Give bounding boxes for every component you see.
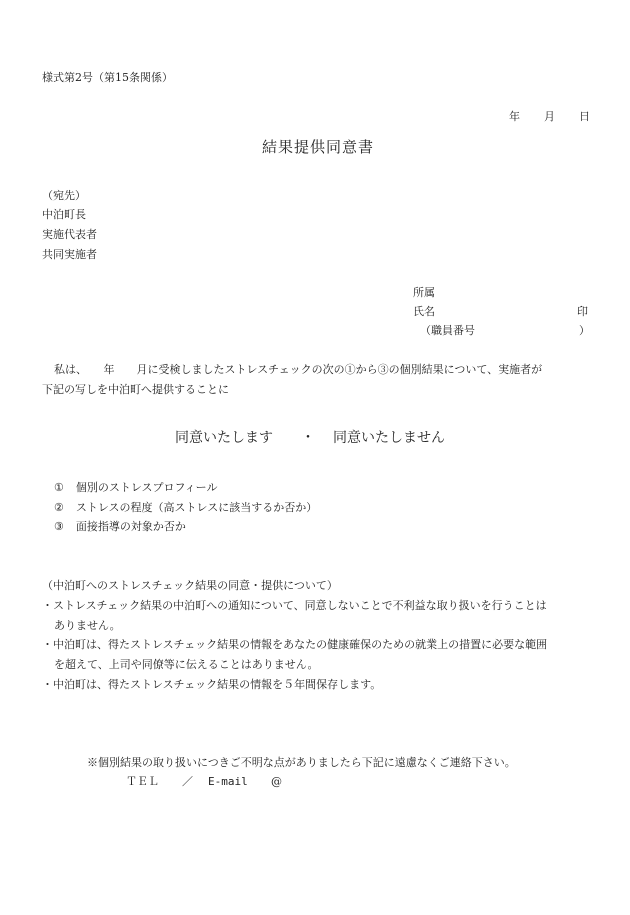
- note-bullet-continuation: を超えて、上司や同僚等に伝えることはありません。: [54, 658, 319, 671]
- list-item: [54, 502, 317, 513]
- contact-tel-label: ＴＥＬ: [126, 775, 159, 788]
- contact-at-sign: @: [271, 775, 282, 788]
- list-item: [54, 521, 186, 532]
- form-number: 様式第2号（第15条関係）: [42, 71, 173, 84]
- item-text: ストレスの程度（高ストレスに該当するか否か）: [75, 501, 318, 514]
- seal-mark: 印: [577, 305, 588, 318]
- item-number: ③: [54, 520, 64, 533]
- addressee-label: （宛先）: [42, 189, 86, 202]
- contact-separator: ／: [182, 775, 193, 788]
- body-line: 下記の写しを中泊町へ提供することに: [42, 383, 229, 396]
- list-item: [54, 482, 217, 493]
- date-month: 月: [544, 110, 555, 123]
- addressee-line: 実施代表者: [42, 228, 97, 241]
- date-day: 日: [579, 110, 590, 123]
- body-line: 私は、 年 月に受検しましたストレスチェックの次の①から③の個別結果について、実施者が: [54, 363, 543, 376]
- item-text: 面接指導の対象か否か: [75, 520, 186, 533]
- employee-number-label: （職員番号: [420, 324, 475, 337]
- item-number: ②: [54, 501, 64, 514]
- document-title: 結果提供同意書: [262, 138, 375, 156]
- addressee-line: 共同実施者: [42, 248, 97, 261]
- item-text: 個別のストレスプロフィール: [75, 481, 218, 494]
- note-bullet-continuation: ありません。: [54, 619, 121, 632]
- consent-separator: ・: [301, 430, 315, 446]
- employee-number-close: ）: [579, 324, 590, 337]
- contact-email-label: E-mail: [208, 775, 248, 788]
- consent-agree-option[interactable]: 同意いたします: [175, 430, 273, 446]
- consent-disagree-option[interactable]: 同意いたしません: [333, 430, 445, 446]
- date-year: 年: [509, 110, 520, 123]
- note-bullet: ・ストレスチェック結果の中泊町への通知について、同意しないことで不利益な取り扱いを行うことは: [42, 599, 547, 612]
- affiliation-label: 所属: [413, 286, 435, 299]
- note-bullet: ・中泊町は、得たストレスチェック結果の情報を５年間保存します。: [42, 678, 382, 691]
- notes-heading: （中泊町へのストレスチェック結果の同意・提供について）: [42, 579, 338, 592]
- name-label: 氏名: [413, 305, 435, 318]
- contact-note: ※個別結果の取り扱いにつきご不明な点がありましたら下記に遠慮なくご連絡下さい。: [87, 756, 516, 769]
- item-number: ①: [54, 481, 64, 494]
- note-bullet: ・中泊町は、得たストレスチェック結果の情報をあなたの健康確保のための就業上の措置に必要な範囲: [42, 638, 548, 651]
- addressee-line: 中泊町長: [42, 208, 86, 221]
